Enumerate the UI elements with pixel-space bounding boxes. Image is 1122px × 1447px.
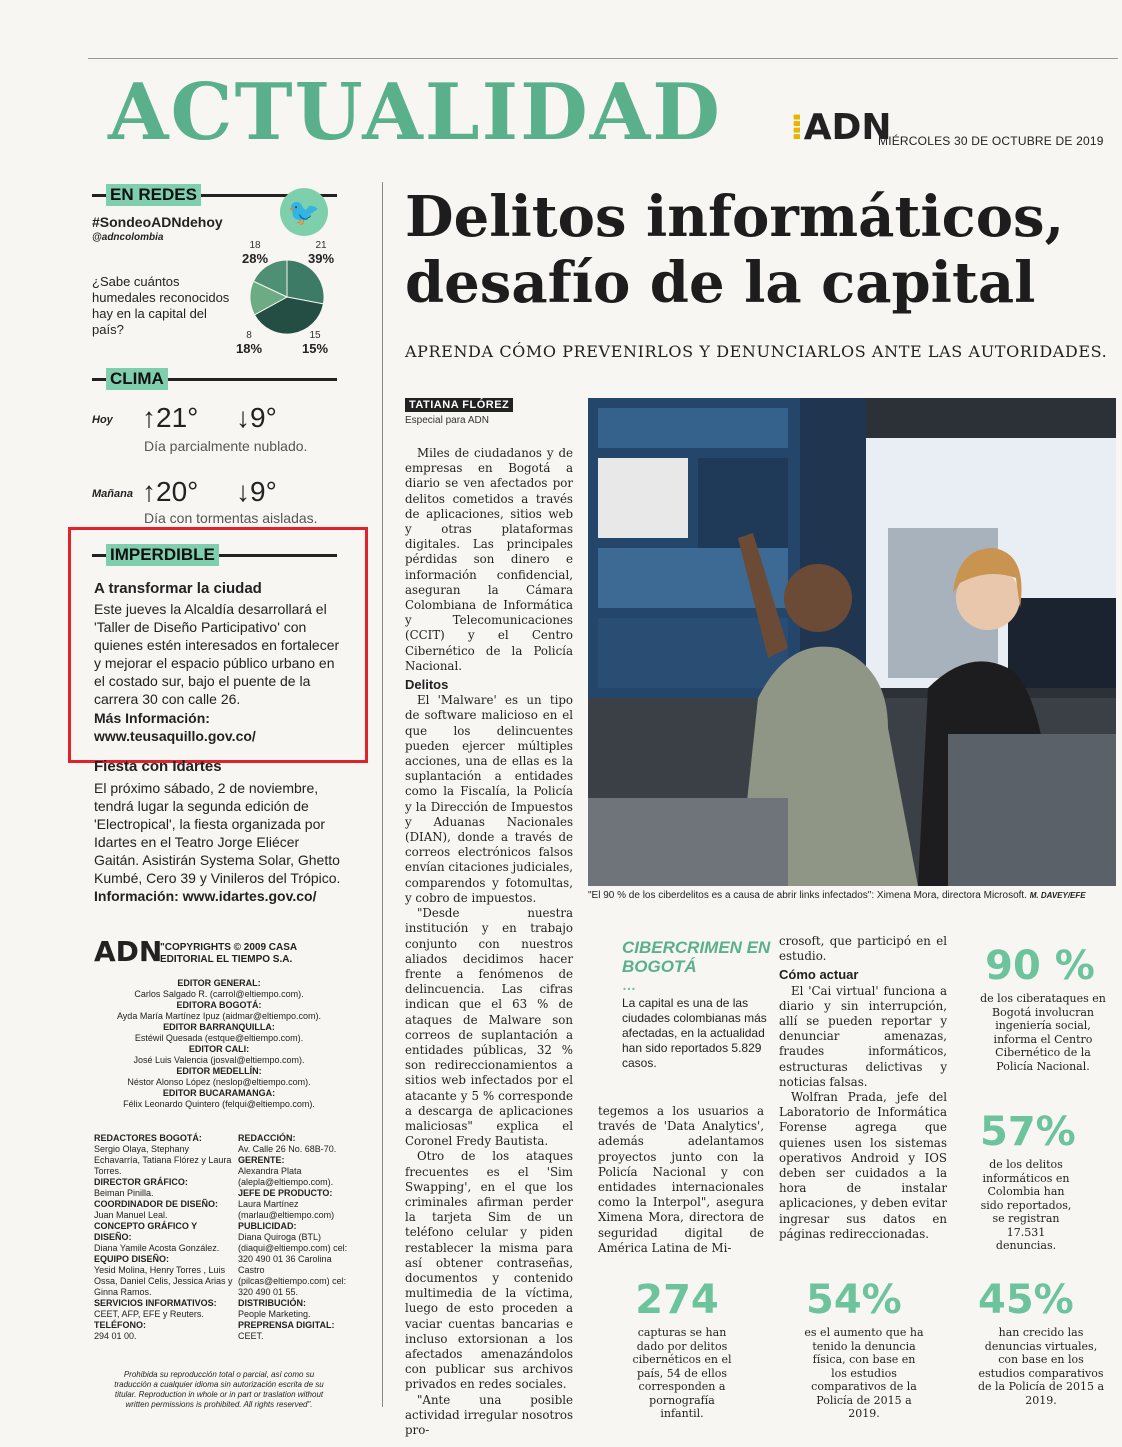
stat-number-3: 54% bbox=[806, 1277, 902, 1323]
clima-manana-min: ↓9° bbox=[236, 476, 277, 507]
imperdible-title-1: A transformar la ciudad bbox=[94, 580, 262, 597]
col1-paragraph: El 'Malware' es un tipo de software malicioso en el que los delincuentes pueden ejercer múltiples acciones, una de ellas es la suplantación a entidades como la Fiscalía, la Policía y la Dirección de Impuestos y Aduanas Nacionales (DIAN), donde a través de correos electrónicos falsos envían citaciones judiciales, comparendos y fotomultas, y cobro de impuestos. bbox=[405, 693, 573, 905]
credit-role: REDACTORES BOGOTÁ: bbox=[94, 1133, 202, 1143]
stat-text-2: capturas se han dado por delitos cibernéticos en el país, 54 de ellos corresponden a pornografía infantil. bbox=[632, 1326, 732, 1420]
poll-question: ¿Sabe cuántos humedales reconocidos hay en la capital del país? bbox=[92, 274, 230, 337]
credit-name: Diana Yamile Acosta González. bbox=[94, 1243, 220, 1253]
editor-name: Félix Leonardo Quintero (felqui@eltiempo.com). bbox=[123, 1099, 315, 1109]
credit-role: GERENTE: bbox=[238, 1155, 285, 1165]
credit-role: PUBLICIDAD: bbox=[238, 1221, 297, 1231]
credit-name: Sergio Olaya, Stephany Echavarría, Tatiana Flórez y Laura Torres. bbox=[94, 1144, 232, 1176]
editor-role: EDITOR MEDELLÍN: bbox=[176, 1066, 262, 1076]
poll-pie-chart bbox=[248, 258, 326, 336]
box-dots-icon: … bbox=[622, 977, 636, 993]
credit-role: REDACCIÓN: bbox=[238, 1133, 296, 1143]
article-column-3 bbox=[779, 934, 947, 1242]
credit-name: Juan Manuel Leal. bbox=[94, 1210, 168, 1220]
editor-name: José Luis Valencia (josval@eltiempo.com). bbox=[133, 1055, 305, 1065]
credit-role: JEFE DE PRODUCTO: bbox=[238, 1188, 333, 1198]
imperdible-title-2: Fiesta con Idartes bbox=[94, 758, 222, 775]
clima-hoy-min: ↓9° bbox=[236, 402, 277, 433]
credit-name: CEET, AFP, EFE y Reuters. bbox=[94, 1309, 204, 1319]
credit-name: CEET. bbox=[238, 1331, 264, 1341]
poll-label-0: 18 28% bbox=[241, 240, 269, 266]
stat-number-2: 274 bbox=[635, 1277, 719, 1323]
credits-copyright: "COPYRIGHTS © 2009 CASA EDITORIAL EL TIEMPO S.A. bbox=[160, 942, 297, 965]
clima-manana-desc: Día con tormentas aisladas. bbox=[144, 510, 318, 526]
credit-role: SERVICIOS INFORMATIVOS: bbox=[94, 1298, 217, 1308]
clima-header: CLIMA bbox=[92, 368, 337, 390]
credit-role: DIRECTOR GRÁFICO: bbox=[94, 1177, 188, 1187]
imperdible-url-1[interactable]: www.teusaquillo.gov.co/ bbox=[94, 728, 256, 744]
col1-paragraph: Miles de ciudadanos y de empresas en Bogotá a diario se ven afectados por delitos cometidos a través de aplicaciones, sitios web y otras plataformas digitales. Las principales pérdidas son dinero e información confidencial, aseguran la Cámara Colombiana de Informática y Telecomunicaciones (CCIT) y el Centro Cibernético de la Policía Nacional. bbox=[405, 446, 573, 673]
stat-text-0: de los ciberataques en Bogotá involucran ingeniería social, informa el Centro Cibernético de la Policía Nacional. bbox=[980, 992, 1106, 1073]
adn-logo bbox=[790, 107, 892, 148]
col1-paragraph: Otro de los ataques frecuentes es el 'Sim Swapping', en el que los criminales afirman perder la tarjeta Sim de un teléfono celular y piden restablecer la misma para así obtener contraseñas, documentos y contenido multimedia de la víctima, luego de esto proceden a vaciar cuentas bancarias e incluso extorsionan a los afectados amenazándolos con publicar sus archivos privados en redes sociales. bbox=[405, 1149, 573, 1392]
col3-heading: Cómo actuar bbox=[779, 967, 859, 983]
poll-hashtag[interactable]: #SondeoADNdehoy bbox=[92, 214, 223, 230]
credit-role: PREPRENSA DIGITAL: bbox=[238, 1320, 335, 1330]
editor-role: EDITOR CALI: bbox=[188, 1044, 250, 1054]
credit-name: Av. Calle 26 No. 68B-70. bbox=[238, 1144, 337, 1154]
clima-manana-max: ↑20° bbox=[142, 476, 199, 507]
article-column-1 bbox=[405, 446, 573, 1437]
credit-name: Diana Quiroga (BTL) (diaqui@eltiempo.com) cel: 320 490 01 36 Carolina Castro (pilcas@eltiempo.com) cel: 320 490 01 55. bbox=[238, 1232, 348, 1297]
editor-name: Néstor Alonso López (neslop@eltiempo.com). bbox=[127, 1077, 311, 1087]
imperdible-more-2[interactable]: Información: www.idartes.gov.co/ bbox=[94, 888, 317, 904]
col1-heading: Delitos bbox=[405, 677, 449, 693]
top-rule bbox=[88, 58, 1118, 59]
col1-paragraph: "Ante una posible actividad irregular nosotros pro- bbox=[405, 1392, 573, 1437]
editor-role: EDITOR BARRANQUILLA: bbox=[163, 1022, 275, 1032]
poll-label-2: 15 15% bbox=[301, 330, 329, 356]
article-headline: Delitos informáticos, desafío de la capital bbox=[405, 184, 1065, 316]
imperdible-header: IMPERDIBLE bbox=[92, 544, 337, 566]
clima-hoy-desc: Día parcialmente nublado. bbox=[144, 438, 308, 454]
stat-text-3: es el aumento que ha tenido la denuncia física, con base en los estudios comparativos de la Policía de 2015 a 2019. bbox=[804, 1326, 924, 1420]
credit-role: COORDINADOR DE DISEÑO: bbox=[94, 1199, 219, 1209]
credit-name: Laura Martínez (marlau@eltiempo.com) bbox=[238, 1199, 335, 1220]
article-photo bbox=[588, 398, 1116, 886]
credit-role: EQUIPO DISEÑO: bbox=[94, 1254, 170, 1264]
credits-left-column bbox=[94, 1133, 234, 1342]
box-title: CIBERCRIMEN EN BOGOTÁ bbox=[622, 938, 771, 976]
credit-name: People Marketing. bbox=[238, 1309, 311, 1319]
imperdible-more-1: Más Información: bbox=[94, 710, 210, 726]
imperdible-body-1: Este jueves la Alcaldía desarrollará el 'Taller de Diseño Participativo' con quienes estén interesados en fortalecer y mejorar el espacio público urbano en el costado sur, bajo el puente de la carrera 30 con calle 26. bbox=[94, 601, 340, 707]
editor-name: Ayda María Martínez Ipuz (aidmar@eltiempo.com). bbox=[116, 1011, 322, 1021]
poll-label-3: 8 18% bbox=[235, 330, 263, 356]
stat-text-1: de los delitos informáticos en Colombia han sido reportados, se registran 17.531 denuncias. bbox=[980, 1158, 1072, 1252]
logo-dot-icon: ⁞ bbox=[790, 107, 804, 148]
credit-name: Yesid Molina, Henry Torres , Luis Ossa, Daniel Celis, Jessica Arias y Ginna Ramos. bbox=[94, 1265, 233, 1297]
editor-role: EDITORA BOGOTÁ: bbox=[176, 1000, 262, 1010]
credits-adn-logo: ADN bbox=[94, 935, 163, 968]
editor-role: EDITOR GENERAL: bbox=[177, 978, 261, 988]
col3-paragraph-2: El 'Cai virtual' funciona a diario y sin interrupción, allí se pueden reportar y denunciar amenazas, fraudes informáticos, estructuras delictivas y noticias falsas. bbox=[779, 983, 947, 1089]
credit-name: 294 01 00. bbox=[94, 1331, 137, 1341]
poll-handle[interactable]: @adncolombia bbox=[92, 232, 164, 243]
stat-text-4: han crecido las denuncias virtuales, con base en los estudios comparativos de la Policía de 2015 a 2019. bbox=[977, 1326, 1105, 1407]
credit-role: CONCEPTO GRÁFICO Y DISEÑO: bbox=[94, 1221, 198, 1242]
col1-paragraph: "Desde nuestra institución y en trabajo conjunto con nuestros aliados decidimos hacer frente a fenómenos de delincuencia. Las cifras indican que el 63 % de ataques de Malware son correos de suplantación a entidades públicas, 32 % son redireccionamientos a sitios web infectados por el atacante y 5 % corresponde a descarga de aplicaciones maliciosas" explica el Coronel Fredy Bautista. bbox=[405, 906, 573, 1149]
poll-label-1: 21 39% bbox=[307, 240, 335, 266]
editor-name: Estéwil Quesada (estque@eltiempo.com). bbox=[134, 1033, 304, 1043]
credit-role: DISTRIBUCIÓN: bbox=[238, 1298, 306, 1308]
col3-paragraph-3: Wolfran Prada, jefe del Laboratorio de Informática Forense agrega que quienes usen los sistemas operativos Android y IOS deben ser cuidados a la hora de instalar aplicaciones, y deben evitar ingresar sus datos en páginas redireccionadas. bbox=[779, 1090, 947, 1241]
issue-date: MIÉRCOLES 30 DE OCTUBRE DE 2019 bbox=[878, 134, 1104, 148]
author-affiliation: Especial para ADN bbox=[405, 415, 489, 426]
stat-number-0: 90 % bbox=[985, 943, 1095, 989]
clima-manana-label: Mañana bbox=[92, 488, 133, 500]
column-divider bbox=[382, 182, 383, 1407]
twitter-bird-icon: 🐦 bbox=[280, 188, 328, 236]
col3-paragraph-1: crosoft, que participó en el estudio. bbox=[779, 934, 947, 964]
clima-hoy-label: Hoy bbox=[92, 414, 113, 426]
credit-role: TELÉFONO: bbox=[94, 1320, 146, 1330]
article-column-2: tegemos a los usuarios a través de 'Data Analytics', además adelantamos proyectos junto con la Policía Nacional y con entidades internacionales como la Interpol", asegura Ximena Mora, directora de seguridad digital de América Latina de Mi- bbox=[598, 1104, 764, 1255]
box-text: La capital es una de las ciudades colombianas más afectadas, en la actualidad han sido reportados 5.829 casos. bbox=[622, 996, 767, 1070]
article-subhead: APRENDA CÓMO PREVENIRLOS Y DENUNCIARLOS ANTE LAS AUTORIDADES. bbox=[405, 342, 1108, 361]
section-title: ACTUALIDAD bbox=[108, 67, 722, 158]
credit-name: Alexandra Plata (alepla@eltiempo.com). bbox=[238, 1166, 334, 1187]
stat-number-1: 57% bbox=[980, 1109, 1076, 1155]
editor-name: Carlos Salgado R. (carrol@eltiempo.com). bbox=[134, 989, 304, 999]
credit-name: Beiman Pinilla. bbox=[94, 1188, 154, 1198]
credits-right-column bbox=[238, 1133, 348, 1342]
credits-editors bbox=[94, 978, 344, 1110]
editor-role: EDITOR BUCARAMANGA: bbox=[162, 1088, 276, 1098]
stat-number-4: 45% bbox=[978, 1277, 1074, 1323]
en-redes-header: EN REDES bbox=[92, 184, 337, 206]
photo-caption: "El 90 % de los ciberdelitos es a causa de abrir links infectados": Ximena Mora, directora Microsoft. M. DAVEY/EFE bbox=[588, 890, 1086, 901]
clima-hoy-max: ↑21° bbox=[142, 402, 199, 433]
photo-credit: M. DAVEY/EFE bbox=[1029, 891, 1086, 900]
imperdible-body-2: El próximo sábado, 2 de noviembre, tendrá lugar la segunda edición de 'Electropical', la fiesta organizada por Idartes en el Teatro Jorge Eliécer Gaitán. Asistirán Systema Solar, Ghetto Kumbé, Cero 39 y Vinileros del Trópico. bbox=[94, 780, 341, 886]
poll-slice-0 bbox=[287, 260, 324, 304]
logo-text: ADN bbox=[803, 107, 892, 148]
photo-illustration bbox=[588, 398, 1116, 886]
author-name: TATIANA FLÓREZ bbox=[405, 398, 513, 412]
credits-notice: Prohibida su reproducción total o parcial, así como su traducción a cualquier idioma sin autorización escrita de su titular. Reproduction in whole or in part or traslation without written permissions is prohibited. All rights reserved". bbox=[114, 1370, 324, 1409]
